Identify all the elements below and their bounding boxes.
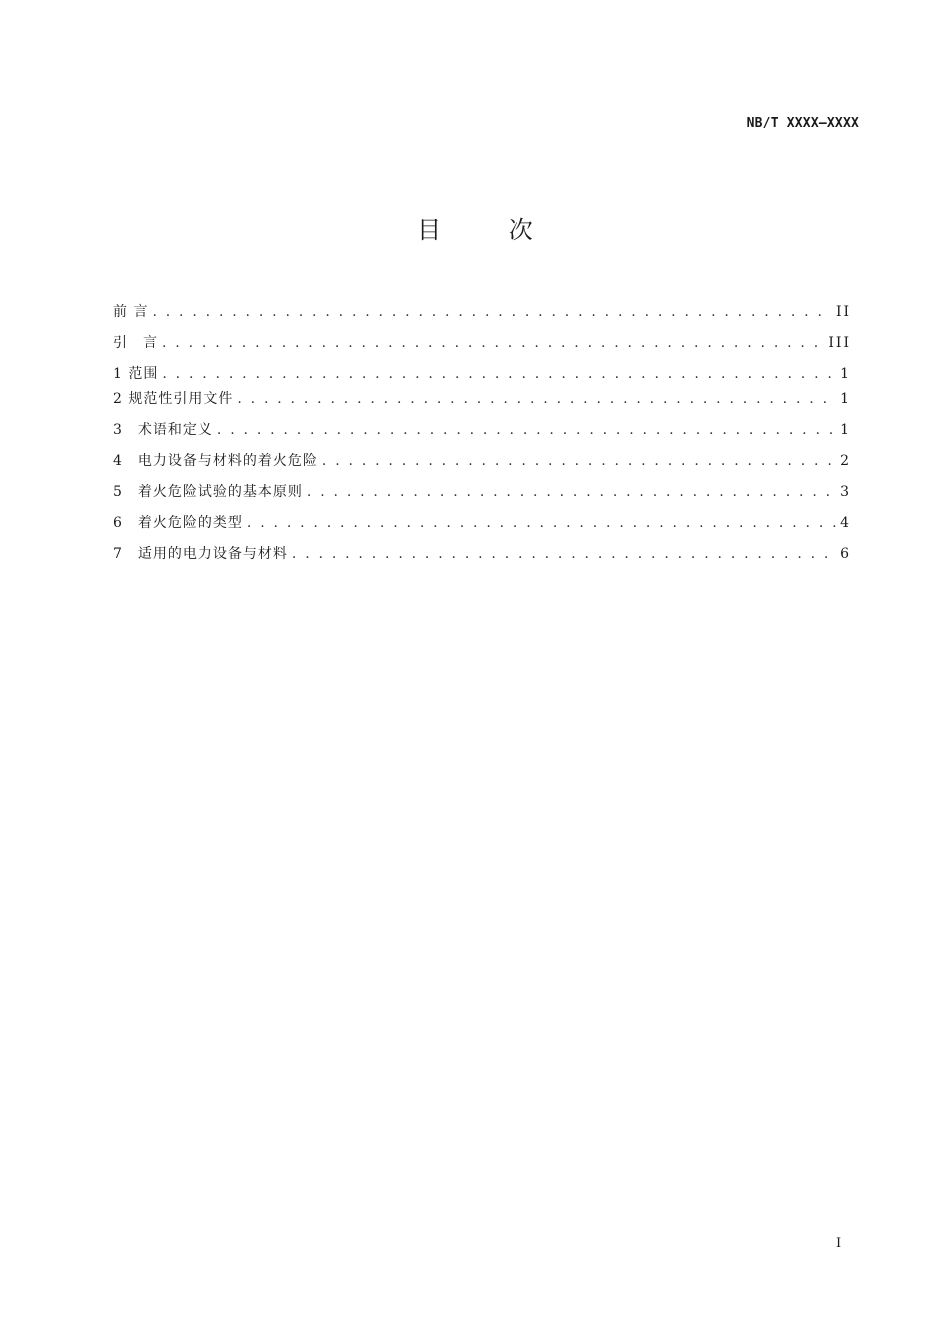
toc-entry-normative-references[interactable] [113,389,851,409]
page-number: I [836,1236,842,1251]
toc-entry-page: 1 [840,422,851,438]
toc-dot-leader [247,513,836,533]
toc-entry-page: 6 [840,546,851,562]
toc-entry-page: II [835,304,851,320]
toc-entry-scope[interactable] [113,364,851,384]
toc-entry-label: 前 言 [113,304,149,320]
toc-entry-page: 4 [840,515,851,531]
toc-dot-leader [217,420,836,440]
toc-entry-applicable-equipment[interactable] [113,544,851,564]
toc-entry-page: 1 [840,391,851,407]
toc-entry-test-principles[interactable] [113,482,851,502]
toc-dot-leader [152,302,831,322]
toc-entry-terms-definitions[interactable] [113,420,851,440]
toc-dot-leader [162,364,836,384]
toc-entry-label: 7 适用的电力设备与材料 [113,546,288,562]
toc-dot-leader [237,389,836,409]
toc-entry-foreword[interactable] [113,302,851,322]
toc-entry-label: 4 电力设备与材料的着火危险 [113,453,318,469]
toc-entry-page: 1 [840,366,851,382]
toc-entry-label: 5 着火危险试验的基本原则 [113,484,303,500]
toc-dot-leader [307,482,836,502]
toc-dot-leader [292,544,836,564]
toc-entry-label: 6 着火危险的类型 [113,515,243,531]
toc-entry-label: 引 言 [113,335,158,351]
toc-dot-leader [162,333,824,353]
toc-title: 目 次 [417,216,563,244]
toc-entry-label: 2 规范性引用文件 [113,391,234,407]
document-code: NB/T XXXX—XXXX [746,116,859,131]
toc-entry-hazard-types[interactable] [113,513,851,533]
toc-dot-leader [322,451,836,471]
toc-entry-page: 3 [840,484,851,500]
toc-entry-page: III [828,335,851,351]
toc-entry-introduction[interactable] [113,333,851,353]
toc-entry-fire-hazard[interactable] [113,451,851,471]
toc-entry-label: 3 术语和定义 [113,422,213,438]
toc-entry-label: 1 范围 [113,366,159,382]
toc-entry-page: 2 [840,453,851,469]
